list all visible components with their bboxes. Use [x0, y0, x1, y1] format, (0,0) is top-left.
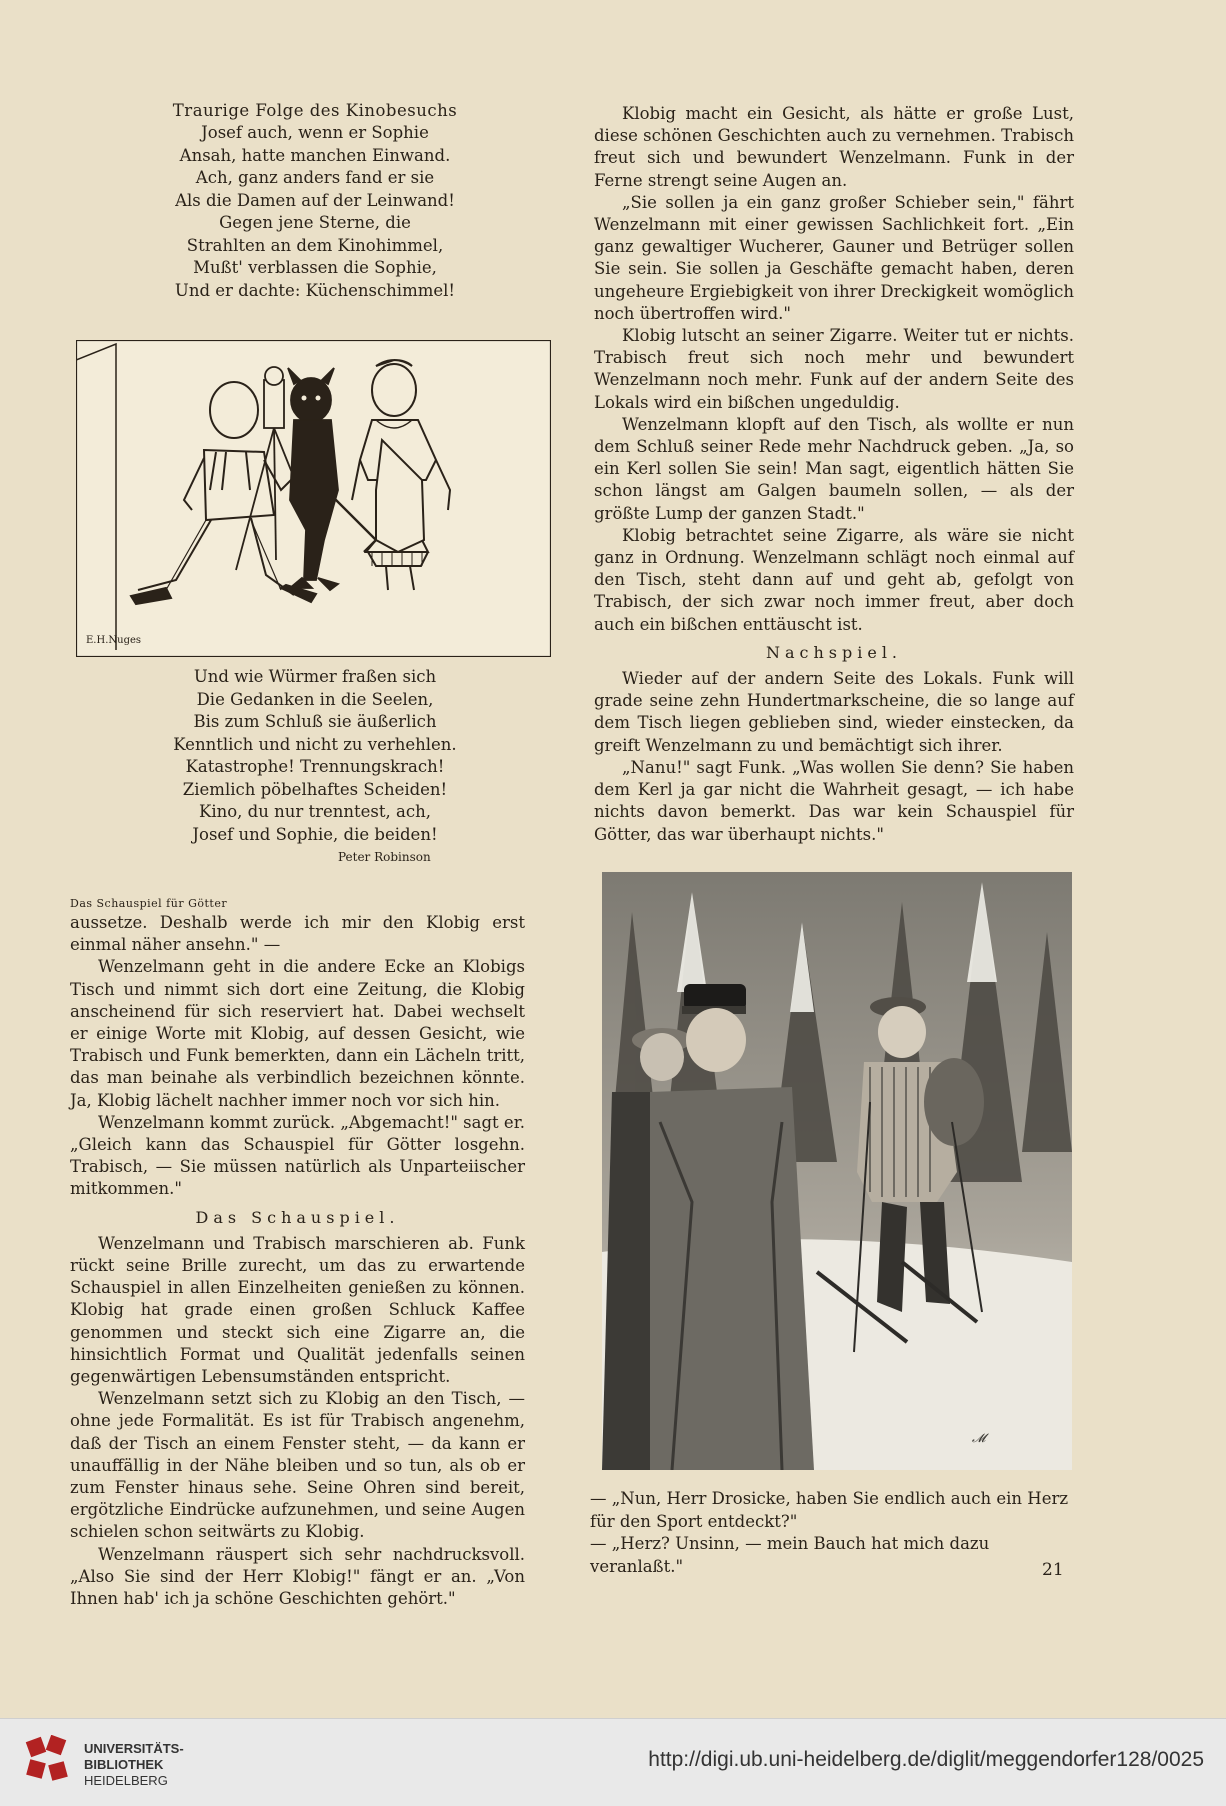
permalink-url[interactable]: http://digi.ub.uni-heidelberg.de/diglit/meggendorfer128/0025	[648, 1748, 1204, 1771]
svg-text:𝓜: 𝓜	[972, 1431, 986, 1445]
poem-line: Mußt' verblassen die Sophie,	[193, 258, 437, 277]
ski-caption-line-2: — „Herz? Unsinn, — mein Bauch hat mich dazu veranlaßt."	[590, 1534, 990, 1576]
ski-caption	[590, 1488, 1080, 1578]
poem-line: Und wie Würmer fraßen sich	[193, 667, 437, 686]
viewer-footer-bar	[0, 1718, 1226, 1806]
poem-line: Kino, du nur trenntest, ach,	[199, 802, 431, 821]
ski-illustration	[602, 872, 1072, 1470]
story-paragraph: Wenzelmann klopft auf den Tisch, als wollte er nun dem Schluß seiner Rede mehr Nachdruck geben. „Ja, so ein Kerl sollen Sie sein! Man sagt, eigentlich hätten Sie schon längst am Galgen baumeln sollen, — als der größte Lump der ganzen Stadt."	[594, 414, 1074, 523]
poem-line: Josef und Sophie, die beiden!	[192, 824, 438, 844]
section-heading-nachspiel: Nachspiel.	[765, 642, 903, 662]
cinema-cartoon-illustration	[76, 340, 551, 657]
story-paragraph: Wenzelmann kommt zurück. „Abgemacht!" sagt er. „Gleich kann das Schauspiel für Götter losgehn. Trabisch, — Sie müssen natürlich als Unparteiischer mitkommen."	[70, 1112, 526, 1199]
poem-stanza-2	[130, 666, 500, 846]
poem-title: Traurige Folge des Kinobesuchs	[172, 101, 458, 120]
section-heading-schauspiel: Das Schauspiel.	[195, 1207, 400, 1227]
running-head: Das Schauspiel für Götter	[70, 897, 228, 910]
poem-line: Als die Damen auf der Leinwand!	[175, 190, 455, 210]
poem-line: Bis zum Schluß sie äußerlich	[193, 712, 437, 731]
poem-line: Ach, ganz anders fand er sie	[195, 168, 435, 187]
story-paragraph: Wenzelmann und Trabisch marschieren ab. Funk rückt seine Brille zurecht, um das zu erwartende Schauspiel in allen Einzelheiten genießen zu können. Klobig hat grade einen großen Schluck Kaffee genommen und steckt sich eine Zigarre an, die hinsichtlich Format und Qualität jedenfalls seinen gegenwärtigen Lebensumständen entspricht.	[70, 1233, 525, 1387]
story-paragraph: Klobig lutscht an seiner Zigarre. Weiter tut er nichts. Trabisch freut sich noch mehr und bewundert Wenzelmann noch mehr. Funk auf der andern Seite des Lokals wird ein bißchen ungeduldig.	[594, 326, 1074, 412]
library-name: UNIVERSITÄTS- BIBLIOTHEK HEIDELBERG	[84, 1741, 184, 1788]
poem-line: Die Gedanken in die Seelen,	[196, 689, 434, 709]
story-paragraph: aussetze. Deshalb werde ich mir den Klobig erst einmal näher ansehn." —	[70, 913, 525, 955]
ski-caption-line-1: — „Nun, Herr Drosicke, haben Sie endlich auch ein Herz für den Sport entdeckt?"	[590, 1489, 1069, 1531]
poem-line: Gegen jene Sterne, die	[219, 213, 411, 232]
poem-line: Strahlten an dem Kinohimmel,	[186, 235, 444, 255]
story-right-column	[594, 103, 1074, 846]
story-paragraph: Klobig betrachtet seine Zigarre, als wäre sie nicht ganz in Ordnung. Wenzelmann schlägt noch einmal auf den Tisch, steht dann auf und geht ab, gefolgt von Trabisch, der sich zwar noch immer freut, aber doch auch ein bißchen enttäuscht ist.	[594, 525, 1074, 634]
artist-signature: E.H.Nuges	[86, 635, 142, 646]
university-library-logo-icon	[24, 1735, 76, 1791]
poem-line: Ziemlich pöbelhaftes Scheiden!	[182, 779, 448, 799]
poem-line: Ansah, hatte manchen Einwand.	[179, 145, 451, 165]
poem-line: Josef auch, wenn er Sophie	[201, 123, 429, 142]
poem-line: Kenntlich und nicht zu verhehlen.	[173, 734, 457, 754]
story-paragraph: Wieder auf der andern Seite des Lokals. Funk will grade seine zehn Hundertmarkscheine, die so lange auf dem Tisch liegen geblieben sind, wieder einstecken, da greift Wenzelmann zu und bemächtigt sich ihrer.	[594, 669, 1074, 755]
story-paragraph: Wenzelmann setzt sich zu Klobig an den Tisch, — ohne jede Formalität. Es ist für Trabisch angenehm, daß der Tisch an einem Fenster steht, — da kann er unauffällig in der Nähe bleiben und so tun, als ob er zum Fenster hinaus sehe. Seine Ohren sind bereit, ergötzliche Eindrücke aufzunehmen, und seine Augen schielen schon seitwärts zu Klobig.	[70, 1389, 525, 1542]
story-paragraph: Wenzelmann räuspert sich sehr nachdrucksvoll. „Also Sie sind der Herr Klobig!" fängt er an. „Von Ihnen hab' ich ja schöne Geschichten gehört."	[70, 1544, 525, 1609]
story-paragraph: Wenzelmann geht in die andere Ecke an Klobigs Tisch und nimmt sich dort eine Zeitung, die Klobig anscheinend für sich reserviert hat. Dabei wechselt er einige Worte mit Klobig, auf dessen Gesicht, wie Trabisch und Funk bemerkten, dann ein Lächeln tritt, das man beinahe als verbindlich bezeichnen könnte. Ja, Klobig lächelt nachher immer noch vor sich hin.	[70, 957, 525, 1110]
poem-line: Und er dachte: Küchenschimmel!	[174, 280, 456, 300]
story-paragraph: „Nanu!" sagt Funk. „Was wollen Sie denn? Sie haben dem Kerl ja gar nicht die Wahrheit gesagt, — ich habe nichts davon bemerkt. Das war kein Schauspiel für Götter, das war überhaupt nichts."	[594, 757, 1074, 844]
page-number: 21	[1042, 1560, 1064, 1580]
story-left-column	[70, 896, 525, 1610]
poem-author: Peter Robinson	[338, 850, 431, 864]
story-paragraph: Klobig macht ein Gesicht, als hätte er große Lust, diese schönen Geschichten auch zu vernehmen. Trabisch freut sich und bewundert Wenzelmann. Funk in der Ferne strengt seine Augen an.	[594, 104, 1074, 190]
poem-stanza-1	[130, 122, 500, 302]
story-paragraph: „Sie sollen ja ein ganz großer Schieber sein," fährt Wenzelmann mit einer gewissen Sachlichkeit fort. „Ein ganz gewaltiger Wucherer, Gauner und Betrüger sollen Sie sein. Sie sollen ja Geschäfte gemacht haben, deren ungeheure Ergiebigkeit von ihrer Dreckigkeit womöglich noch übertroffen wird."	[594, 192, 1074, 323]
poem-line: Katastrophe! Trennungskrach!	[185, 757, 445, 776]
